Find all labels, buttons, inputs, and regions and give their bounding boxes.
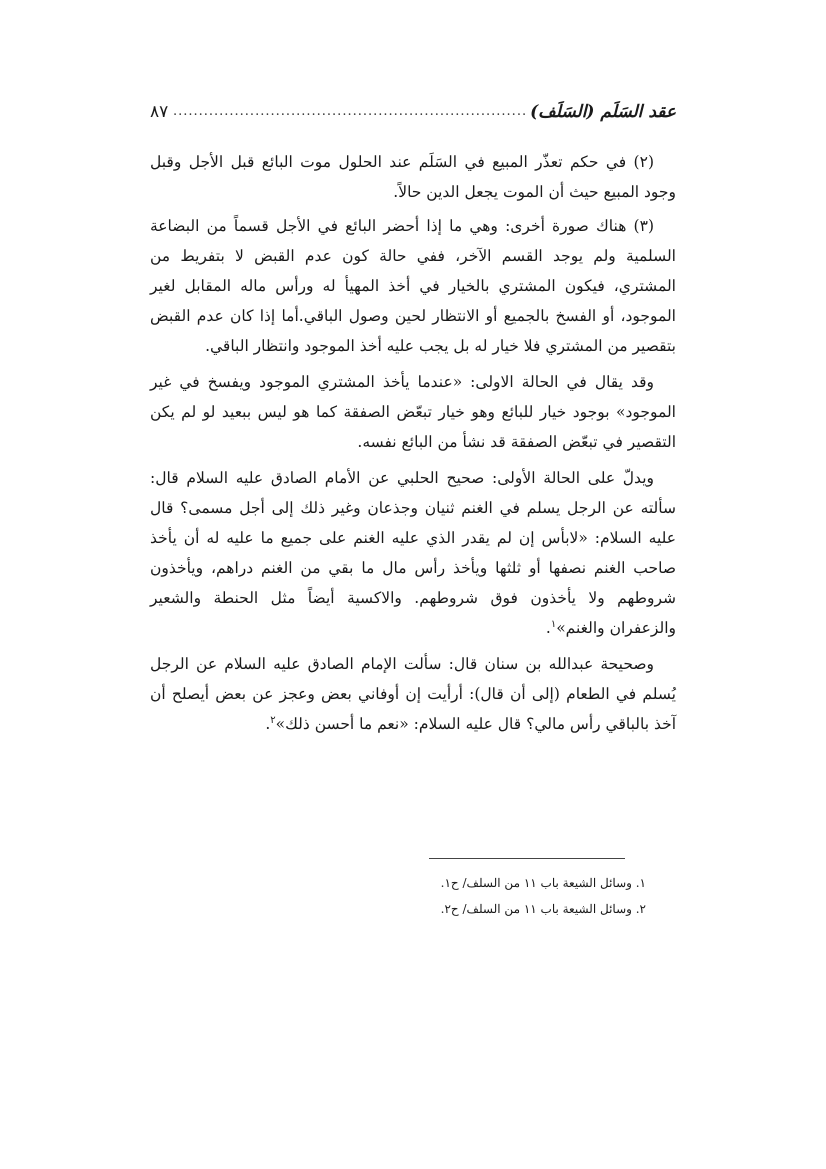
footnote-ref-1: ١ bbox=[550, 618, 557, 630]
footnote-1: ١. وسائل الشيعة باب ١١ من السلف/ ح١. bbox=[440, 876, 646, 890]
body-text bbox=[150, 147, 676, 743]
footnote-divider bbox=[429, 858, 625, 859]
leader-dots bbox=[171, 104, 527, 119]
footnote-2: ٢. وسائل الشيعة باب ١١ من السلف/ ح٢. bbox=[440, 902, 646, 916]
paragraph-4: ويدلّ على الحالة الأولى: صحيح الحلبي عن الأمام الصادق عليه السلام قال: سألته عن الرجل يسلم في الغنم ثنيان وجذعان وغير ذلك إلى أجل مسمى؟ قال عليه السلام: «لابأس إن لم يقدر الذي عليه الغنم على جميع ما عليه له أن يأخذ صاحب الغنم نصفها أو ثلثها ويأخذ رأس مال ما بقي من الغنم دراهم، ويأخذون شروطهم ولا يأخذون فوق شروطهم. والاكسية أيضاً مثل الحنطة والشعير والزعفران والغنم»$^١$. bbox=[150, 469, 676, 637]
paragraph-1: (٢) في حكم تعذّر المبيع في السَلَم عند الحلول موت البائع قبل الأجل وقبل وجود المبيع حيث أن الموت يجعل الدين حالاً. bbox=[150, 153, 676, 201]
paragraph-3: وقد يقال في الحالة الاولى: «عندما يأخذ المشتري الموجود ويفسخ في غير الموجود» بوجود خيار للبائع وهو خيار تبعّض الصفقة كما هو ليس ببعيد لو لم يكن التقصير في تبعّض الصفقة قد نشأ من البائع نفسه. bbox=[150, 373, 676, 451]
paragraph-5: وصحيحة عبدالله بن سنان قال: سألت الإمام الصادق عليه السلام عن الرجل يُسلم في الطعام (إلى أن قال): أرأيت إن أوفاني بعض وعجز عن بعض أيصلح أن آخذ بالباقي رأس مالي؟ قال عليه السلام: «نعم ما أحسن ذلك»$^٢$. bbox=[150, 655, 676, 733]
footnote-ref-2: ٢ bbox=[270, 714, 276, 726]
paragraph-5-text: وصحيحة عبدالله بن سنان قال: سألت الإمام الصادق عليه السلام عن الرجل يُسلم في الطعام (إلى أن قال): أرأيت إن أوفاني بعض وعجز عن بعض أيصلح أن آخذ بالباقي رأس مالي؟ قال عليه السلام: «نعم ما أحسن ذلك» bbox=[150, 655, 676, 733]
running-title: عقد السَلَم (السَلَف) bbox=[530, 102, 676, 122]
paragraph-4-text: ويدلّ على الحالة الأولى: صحيح الحلبي عن الأمام الصادق عليه السلام قال: سألته عن الرجل يسلم في الغنم ثنيان وجذعان وغير ذلك إلى أجل مسمى؟ قال عليه السلام: «لابأس إن لم يقدر الذي عليه الغنم على جميع ما عليه له أن يأخذ صاحب الغنم نصفها أو ثلثها ويأخذ رأس مال ما بقي من الغنم دراهم، ويأخذون شروطهم ولا يأخذون فوق شروطهم. والاكسية أيضاً مثل الحنطة والشعير والزعفران والغنم» bbox=[150, 469, 676, 637]
paragraph-2: (٣) هناك صورة أخرى: وهي ما إذا أحضر البائع في الأجل قسماً من البضاعة السلمية ولم يوجد القسم الآخر، ففي حالة كون عدم القبض لا بتفريط من المشتري، فيكون المشتري بالخيار في أخذ المهيأ له ورأس ماله المقابل لغير الموجود، أو الفسخ بالجميع أو الانتظار لحين وصول الباقي.أما إذا كان عدم القبض بتقصير من المشتري فلا خيار له بل يجب عليه أخذ الموجود وانتظار الباقي. bbox=[150, 217, 676, 355]
page-number: ٨٧ bbox=[150, 102, 169, 122]
footnotes bbox=[150, 870, 676, 922]
running-header bbox=[150, 92, 676, 122]
